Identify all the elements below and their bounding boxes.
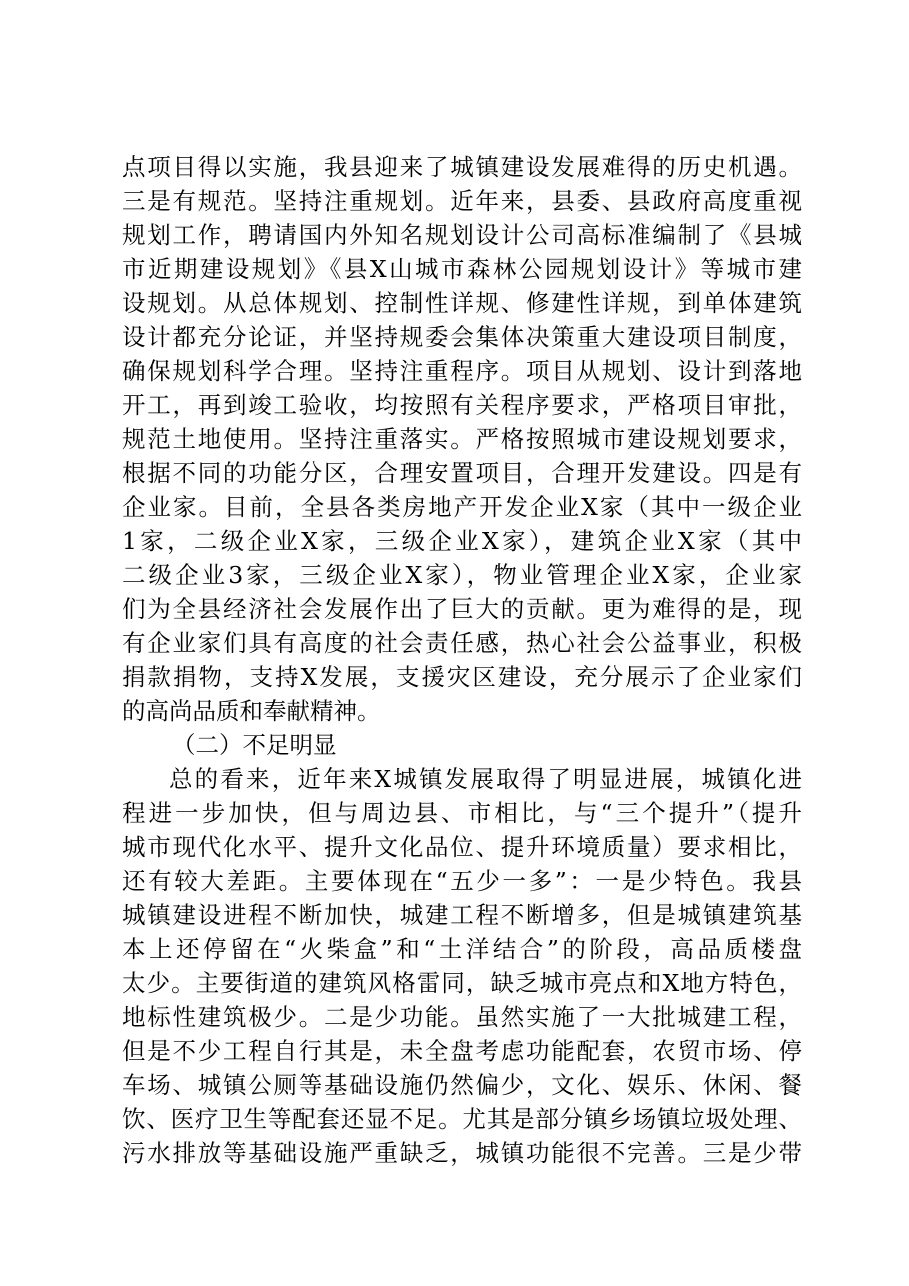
- text-line: 太少。主要街道的建筑风格雷同，缺乏城市亮点和X地方特色，: [122, 969, 802, 997]
- document-body: [122, 150, 802, 1170]
- text-line: 们为全县经济社会发展作出了巨大的贡献。更为难得的是，现: [122, 595, 802, 623]
- paragraph-shortcomings: [122, 762, 802, 1170]
- section-heading: （二）不足明显: [172, 731, 337, 759]
- text-line: 车场、城镇公厕等基础设施仍然偏少，文化、娱乐、休闲、餐: [122, 1071, 802, 1099]
- text-line: 三是有规范。坚持注重规划。近年来，县委、县政府高度重视: [122, 187, 802, 215]
- paragraph-development-conditions: [122, 150, 802, 728]
- text-line: 企业家。目前，全县各类房地产开发企业X家（其中一级企业: [122, 493, 802, 521]
- text-line: 还有较大差距。主要体现在“五少一多”：一是少特色。我县: [122, 867, 802, 895]
- text-line: 点项目得以实施，我县迎来了城镇建设发展难得的历史机遇。: [122, 153, 802, 181]
- text-line: 1家，二级企业X家，三级企业X家），建筑企业X家（其中: [122, 527, 802, 555]
- text-line: 但是不少工程自行其是，未全盘考虑功能配套，农贸市场、停: [122, 1037, 802, 1065]
- text-line: 规划工作，聘请国内外知名规划设计公司高标准编制了《县城: [122, 221, 802, 249]
- text-line: 饮、医疗卫生等配套还显不足。尤其是部分镇乡场镇垃圾处理、: [122, 1105, 802, 1133]
- text-line: 规范土地使用。坚持注重落实。严格按照城市建设规划要求，: [122, 425, 802, 453]
- text-line: 有企业家们具有高度的社会责任感，热心社会公益事业，积极: [122, 629, 802, 657]
- text-line: 程进一步加快，但与周边县、市相比，与“三个提升”（提升: [122, 799, 802, 827]
- text-line: 城镇建设进程不断加快，城建工程不断增多，但是城镇建筑基: [122, 901, 802, 929]
- text-line: 城市现代化水平、提升文化品位、提升环境质量）要求相比，: [122, 833, 802, 861]
- text-line: 设计都充分论证，并坚持规委会集体决策重大建设项目制度，: [122, 323, 802, 351]
- text-line: 捐款捐物，支持X发展，支援灾区建设，充分展示了企业家们: [122, 663, 802, 691]
- text-line: 的高尚品质和奉献精神。: [122, 697, 381, 725]
- text-line: 开工，再到竣工验收，均按照有关程序要求，严格项目审批，: [122, 391, 802, 419]
- text-line: 污水排放等基础设施严重缺乏，城镇功能很不完善。三是少带: [122, 1139, 802, 1167]
- text-line: 设规划。从总体规划、控制性详规、修建性详规，到单体建筑: [122, 289, 802, 317]
- text-line: 地标性建筑极少。二是少功能。虽然实施了一大批城建工程，: [122, 1003, 802, 1031]
- text-line: 二级企业3家，三级企业X家），物业管理企业X家，企业家: [122, 561, 802, 589]
- text-line: 确保规划科学合理。坚持注重程序。项目从规划、设计到落地: [122, 357, 802, 385]
- text-line: 总的看来，近年来X城镇发展取得了明显进展，城镇化进: [169, 765, 802, 793]
- text-line: 本上还停留在“火柴盒”和“土洋结合”的阶段，高品质楼盘: [122, 935, 802, 963]
- text-line: 根据不同的功能分区，合理安置项目，合理开发建设。四是有: [122, 459, 802, 487]
- text-line: 市近期建设规划》《县X山城市森林公园规划设计》等城市建: [122, 255, 802, 283]
